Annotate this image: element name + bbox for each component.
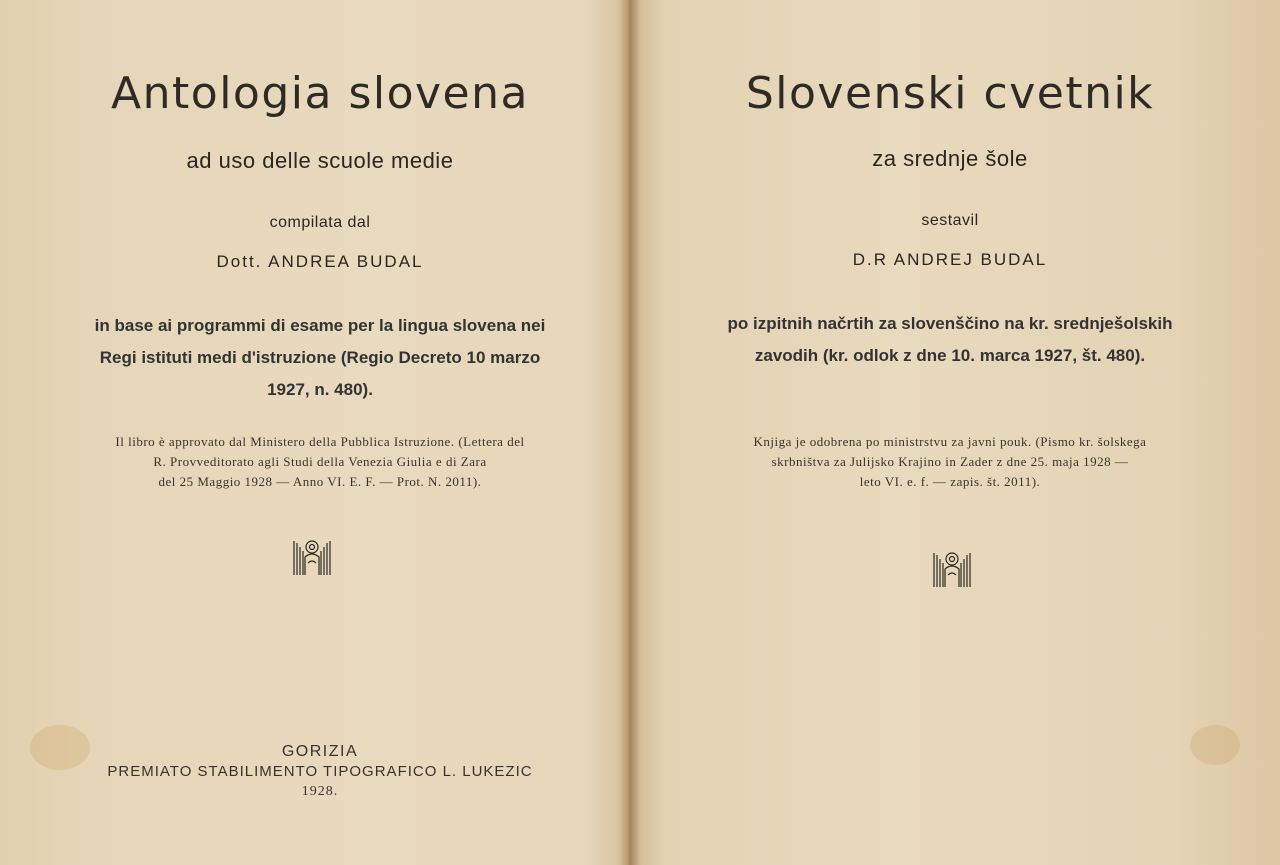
publisher-city: GORIZIA <box>281 743 359 760</box>
program-paragraph <box>40 310 600 406</box>
approval-paragraph <box>680 432 1220 492</box>
author-name: D.R ANDREJ BUDAL <box>852 250 1048 269</box>
printer-logo-icon <box>292 537 332 577</box>
program-line: in base ai programmi di esame per la lingua slovena nei <box>94 316 546 335</box>
publisher-year: 1928. <box>301 784 339 799</box>
program-line: po izpitnih načrtih za slovenščino na kr. srednješolskih <box>727 314 1173 333</box>
program-line: 1927, n. 480). <box>267 380 373 399</box>
page-subtitle: za srednje šole <box>872 146 1028 171</box>
approval-line: Knjiga je odobrena po ministrstvu za javni pouk. (Pismo kr. šolskega <box>753 434 1147 449</box>
page-title: Antologia slovena <box>111 68 529 119</box>
publisher-printer: PREMIATO STABILIMENTO TIPOGRAFICO L. LUKEZIC <box>107 763 533 780</box>
right-page <box>680 0 1220 865</box>
publisher-block <box>40 742 600 802</box>
left-page <box>40 0 600 865</box>
printer-logo-icon <box>932 549 972 589</box>
author-name: Dott. ANDREA BUDAL <box>216 252 424 271</box>
approval-line: R. Provveditorato agli Studi della Venezia Giulia e di Zara <box>153 454 487 469</box>
approval-line: leto VI. e. f. — zapis. št. 2011). <box>859 474 1041 489</box>
approval-line: skrbništva za Julijsko Krajino in Zader z dne 25. maja 1928 — <box>771 454 1129 469</box>
compiled-by-label: sestavil <box>921 212 979 229</box>
approval-line: Il libro è approvato dal Ministero della Pubblica Istruzione. (Lettera del <box>115 434 525 449</box>
approval-line: del 25 Maggio 1928 — Anno VI. E. F. — Prot. N. 2011). <box>158 474 482 489</box>
approval-paragraph <box>40 432 600 492</box>
compiled-by-label: compilata dal <box>269 214 371 231</box>
page-subtitle: ad uso delle scuole medie <box>186 148 454 173</box>
page-title: Slovenski cvetnik <box>745 68 1155 119</box>
program-line: Regi istituti medi d'istruzione (Regio Decreto 10 marzo <box>99 348 541 367</box>
book-spine <box>618 0 640 865</box>
program-paragraph <box>680 308 1220 372</box>
program-line: zavodih (kr. odlok z dne 10. marca 1927, št. 480). <box>754 346 1146 365</box>
